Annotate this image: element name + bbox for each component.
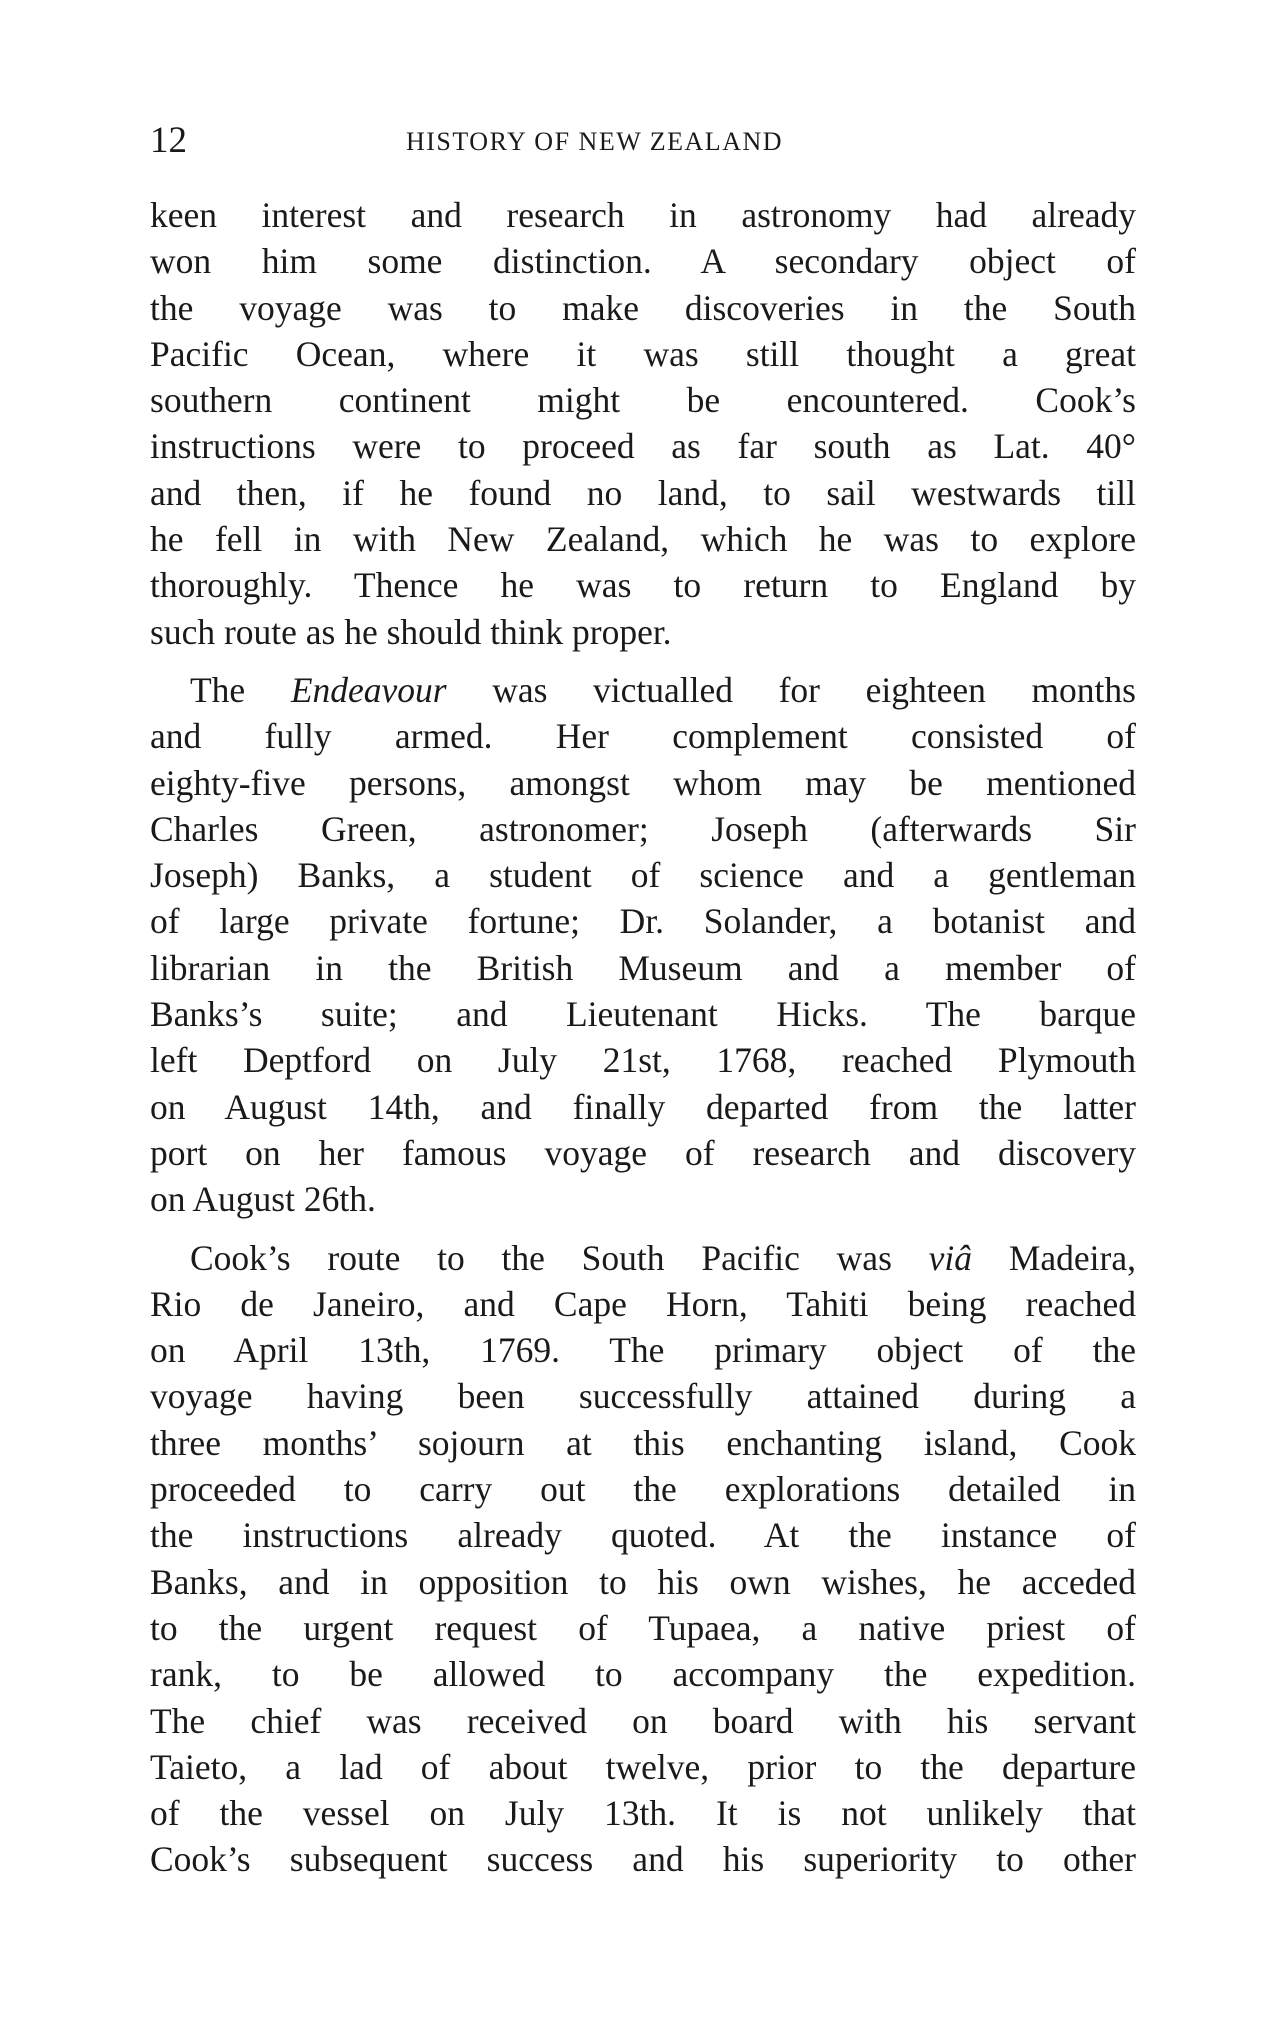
text-segment: three months’ sojourn at this enchanting island, Cook — [150, 1422, 1136, 1463]
text-segment: The chief was received on board with his servant — [150, 1700, 1136, 1741]
text-line — [150, 991, 1136, 1037]
text-line — [150, 1130, 1136, 1176]
text-segment: Banks, and in opposition to his own wishes, he acceded — [150, 1561, 1136, 1602]
text-segment: on August 26th. — [150, 1179, 376, 1220]
text-line — [150, 1373, 1136, 1419]
text-segment: the instructions already quoted. At the instance of — [150, 1515, 1136, 1556]
text-segment: eighty-five persons, amongst whom may be mentioned — [150, 762, 1136, 803]
text-segment: left Deptford on July 21st, 1768, reached Plymouth — [150, 1040, 1136, 1081]
text-segment: Pacific Ocean, where it was still thought a great — [150, 333, 1136, 374]
text-segment: of the vessel on July 13th. It is not unlikely that — [150, 1793, 1136, 1834]
text-line — [150, 1790, 1136, 1836]
text-segment: Charles Green, astronomer; Joseph (afterwards Sir — [150, 808, 1136, 849]
text-line — [150, 1176, 1136, 1222]
text-line — [150, 713, 1136, 759]
text-line — [150, 806, 1136, 852]
text-line — [150, 238, 1136, 284]
text-line — [150, 285, 1136, 331]
text-segment: librarian in the British Museum and a member of — [150, 947, 1136, 988]
text-segment: and fully armed. Her complement consisted of — [150, 716, 1136, 757]
text-line — [150, 1512, 1136, 1558]
text-line — [150, 562, 1136, 608]
text-line — [150, 1466, 1136, 1512]
text-segment: keen interest and research in astronomy had already — [150, 195, 1136, 235]
text-segment: instructions were to proceed as far south as Lat. 40° — [150, 426, 1136, 467]
text-line — [150, 852, 1136, 898]
italic-text: Endeavour — [290, 669, 447, 710]
text-line — [150, 667, 1136, 713]
text-segment: southern continent might be encountered. Cook’s — [150, 380, 1136, 421]
text-line — [150, 945, 1136, 991]
paragraph — [150, 1235, 1136, 1883]
text-line — [150, 1605, 1136, 1651]
text-segment: Cook’s subsequent success and his superiority to other — [150, 1839, 1136, 1880]
italic-text: viâ — [928, 1237, 973, 1278]
text-segment: and then, if he found no land, to sail westwards till — [150, 472, 1136, 513]
text-segment: of large private fortune; Dr. Solander, a botanist and — [150, 901, 1136, 942]
book-page — [150, 118, 1136, 1895]
text-segment: on April 13th, 1769. The primary object of the — [150, 1330, 1136, 1371]
text-segment: to the urgent request of Tupaea, a native priest of — [150, 1607, 1136, 1648]
text-line — [150, 470, 1136, 516]
text-line — [150, 516, 1136, 562]
text-segment: Madeira, — [972, 1237, 1136, 1278]
page-number: 12 — [150, 120, 187, 161]
text-line — [150, 760, 1136, 806]
text-line — [150, 423, 1136, 469]
text-segment: such route as he should think proper. — [150, 611, 672, 652]
text-segment: was victualled for eighteen months — [446, 669, 1136, 710]
text-line — [150, 1559, 1136, 1605]
text-line — [150, 1235, 1136, 1281]
text-segment: Rio de Janeiro, and Cape Horn, Tahiti being reached — [150, 1283, 1136, 1324]
text-segment: proceeded to carry out the explorations detailed in — [150, 1469, 1136, 1510]
text-segment: Joseph) Banks, a student of science and a gentleman — [150, 855, 1136, 896]
text-line — [150, 1281, 1136, 1327]
text-segment: the voyage was to make discoveries in the South — [150, 287, 1136, 328]
text-segment: Cook’s route to the South Pacific was — [190, 1237, 929, 1278]
text-line — [150, 331, 1136, 377]
text-segment: Banks’s suite; and Lieutenant Hicks. The barque — [150, 994, 1136, 1035]
text-segment: he fell in with New Zealand, which he was to explore — [150, 519, 1136, 560]
paragraph — [150, 192, 1136, 655]
text-line — [150, 1327, 1136, 1373]
text-segment: port on her famous voyage of research and discovery — [150, 1132, 1136, 1173]
text-line — [150, 1651, 1136, 1697]
text-line — [150, 1084, 1136, 1130]
text-line — [150, 1836, 1136, 1882]
body-text — [150, 192, 1136, 1883]
text-segment: Taieto, a lad of about twelve, prior to the departure — [150, 1746, 1136, 1787]
text-line — [150, 1420, 1136, 1466]
text-line — [150, 192, 1136, 238]
paragraph — [150, 667, 1136, 1223]
text-segment: The — [190, 669, 291, 710]
text-line — [150, 377, 1136, 423]
running-head-title: HISTORY OF NEW ZEALAND — [406, 127, 784, 156]
text-line — [150, 1037, 1136, 1083]
text-segment: voyage having been successfully attained during a — [150, 1376, 1136, 1417]
running-head — [150, 118, 1136, 164]
text-line — [150, 1698, 1136, 1744]
text-segment: thoroughly. Thence he was to return to England by — [150, 565, 1136, 606]
text-line — [150, 898, 1136, 944]
text-segment: rank, to be allowed to accompany the expedition. — [150, 1654, 1136, 1695]
text-segment: won him some distinction. A secondary object of — [150, 241, 1136, 282]
text-line — [150, 609, 1136, 655]
text-segment: on August 14th, and finally departed from the latter — [150, 1086, 1136, 1127]
text-line — [150, 1744, 1136, 1790]
